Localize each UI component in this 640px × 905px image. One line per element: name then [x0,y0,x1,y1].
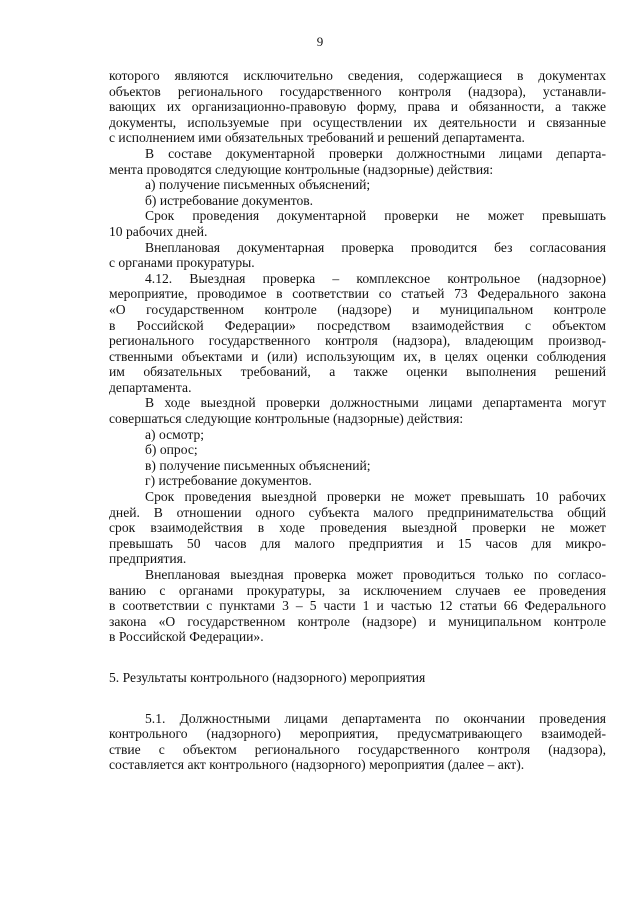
text-line: 4.12. Выездная проверка – комплексное контрольное (надзорное) [145,270,606,286]
paragraph [109,68,606,146]
text-line: им обязательных требований, а также оценки выполнения решений [109,364,606,380]
text-line: документы, используемые при осуществлении их деятельности и связанные [109,114,606,130]
text-line: в) получение письменных объяснений; [145,457,371,473]
paragraph [109,177,606,193]
text-line: закона «О государственном контроле (надзоре) и муниципальном контроле [109,613,606,629]
text-line: В составе документарной проверки должностными лицами департа- [145,145,606,161]
text-line: объектов регионального государственного контроля (надзора), устанавли- [109,83,606,99]
text-line: Срок проведения выездной проверки не может превышать 10 рабочих [145,489,606,505]
text-line: Внеплановая выездная проверка может проводиться только по согласо- [145,567,606,582]
paragraph [109,489,606,567]
text-line: а) получение письменных объяснений; [145,177,371,193]
text-line: В ходе выездной проверки должностными лицами департамента могут [145,395,606,411]
text-line: а) осмотр; [145,426,205,442]
text-line: мента проводятся следующие контрольные (надзорные) действия: [109,161,494,177]
paragraph [109,442,606,458]
text-line: департамента. [109,379,192,395]
text-line: дней. В отношении одного субъекта малого предпринимательства общий [109,504,606,520]
text-line: в Российской Федерации» посредством взаимодействия с объектом [109,317,606,333]
section-heading: 5. Результаты контрольного (надзорного) мероприятия [109,669,426,685]
text-line: предприятия. [109,551,187,567]
text-line: составляется акт контрольного (надзорного) мероприятия (далее – акт). [109,757,525,773]
text-line: с исполнением ими обязательных требований и решений департамента. [109,130,525,146]
paragraph [109,146,606,177]
paragraph [109,240,606,271]
text-line: ственными объектами и (или) использующим их, в целях оценки соблюдения [109,348,606,364]
section-gap [109,645,606,670]
text-line: Срок проведения документарной проверки не может превышать [145,208,606,224]
text-line: контрольного (надзорного) мероприятия, предусматривающего взаимодей- [109,726,606,742]
text-line: б) опрос; [145,442,198,458]
text-line: превышать 50 часов для малого предприятия и 15 часов для микро- [109,535,606,551]
text-line: г) истребование документов. [145,473,312,489]
text-line: которого являются исключительно сведения, содержащиеся в документах [109,68,606,83]
text-line: ствие с объектом регионального государственного контроля (надзора), [109,741,606,757]
text-line: «О государственном контроле (надзоре) и муниципальном контроле [109,301,606,317]
paragraph [109,271,606,396]
paragraph [109,458,606,474]
text-line: Внеплановая документарная проверка проводится без согласования [145,239,606,255]
paragraph [109,567,606,645]
text-line: 5.1. Должностными лицами департамента по окончании проведения [145,710,606,726]
text-line: 10 рабочих дней. [109,223,208,239]
paragraph [109,193,606,209]
text-line: в соответствии с пунктами 3 – 5 части 1 и частью 12 статьи 66 Федерального [109,598,606,614]
text-line: ванию с органами прокуратуры, за исключением случаев ее проведения [109,582,606,598]
section-gap [109,686,606,711]
text-line: в Российской Федерации». [109,629,264,645]
text-line: регионального государственного контроля (надзора), владеющим производ- [109,333,606,349]
paragraph [109,711,606,773]
page-number: 9 [316,34,324,49]
text-line: совершаться следующие контрольные (надзорные) действия: [109,411,464,427]
document-body [109,68,606,773]
paragraph [109,473,606,489]
paragraph [109,395,606,426]
text-line: с органами прокуратуры. [109,255,255,271]
paragraph [109,208,606,239]
text-line: б) истребование документов. [145,192,314,208]
text-line: срок взаимодействия в ходе проведения выездной проверки не может [109,520,606,536]
paragraph [109,427,606,443]
text-line: вающих их организационно-правовую форму, права и обязанности, а также [109,99,606,115]
text-line: мероприятие, проводимое в соответствии со статьей 73 Федерального закона [109,286,606,302]
